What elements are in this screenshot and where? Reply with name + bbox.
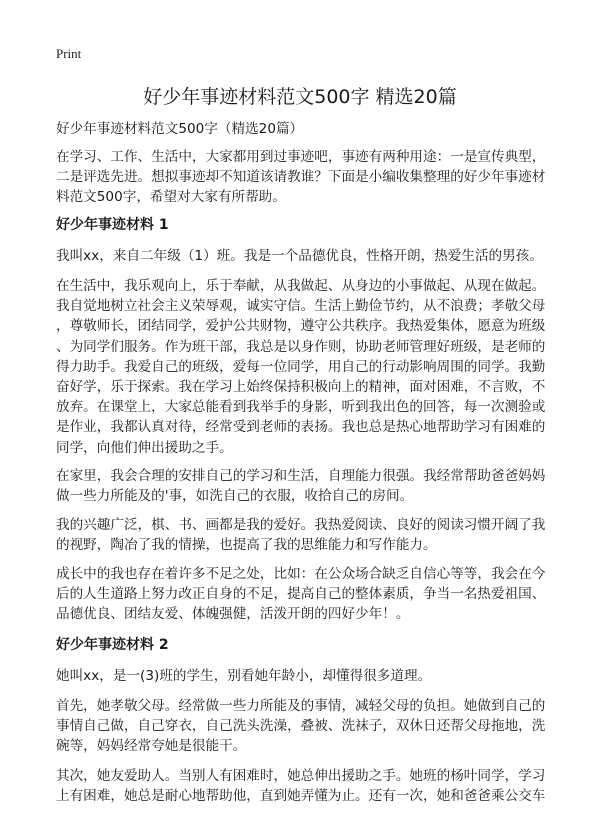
paragraph bbox=[56, 515, 556, 555]
text-line: 在生活中，我乐观向上，乐于奉献，从我做起、从身边的小事做起、从现在做起。 bbox=[56, 278, 546, 294]
text-line: 放弃。在课堂上，大家总能看到我举手的身影，听到我出色的回答，每一次测验或 bbox=[56, 399, 546, 416]
text-line: 首先，她孝敬父母。经常做一些力所能及的事情，减轻父母的负担。她做到自己的 bbox=[56, 698, 546, 714]
text-line: 上有困难，她总是耐心地帮助他，直到她弄懂为止。还有一次，她和爸爸乘公交车 bbox=[56, 788, 546, 805]
text-line: 二是评选先进。想拟事迹却不知道该请教谁？下面是小编收集整理的好少年事迹材 bbox=[56, 169, 546, 186]
intro-paragraph bbox=[56, 147, 556, 208]
text-line: 的视野，陶冶了我的情操，也提高了我的思维能力和写作能力。 bbox=[56, 537, 437, 554]
paragraph bbox=[56, 766, 556, 806]
text-line: 我自觉地树立社会主义荣辱观，诚实守信。生活上勤俭节约，从不浪费；孝敬父母 bbox=[56, 298, 546, 315]
paragraph bbox=[56, 696, 556, 757]
text-line: 是作业，我都认真对待，经常受到老师的表扬。我也总是热心地帮助学习有困难的 bbox=[56, 419, 546, 436]
text-line: 其次，她友爱助人。当别人有困难时，她总伸出援助之手。她班的杨叶同学，学习 bbox=[56, 768, 546, 784]
text-line: 同学，向他们伸出援助之手。 bbox=[56, 439, 233, 456]
paragraph bbox=[56, 246, 556, 266]
subtitle: 好少年事迹材料范文500字（精选20篇） bbox=[56, 121, 304, 137]
text-line: 得力助手。我爱自己的班级，爱每一位同学，用自己的行动影响周围的同学。我勤 bbox=[56, 358, 546, 375]
text-line: 品德优良、团结友爱、体魄强健，活泼开朗的四好少年！。 bbox=[56, 606, 410, 623]
text-line: 奋好学，乐于探索。我在学习上始终保持积极向上的精神，面对困难，不言败，不 bbox=[56, 379, 546, 396]
paragraph bbox=[56, 564, 556, 625]
text-line: ，尊敬师长，团结同学，爱护公共财物，遵守公共秩序。我热爱集体，愿意为班级 bbox=[56, 318, 546, 335]
text-line: 做一些力所能及的'事，如洗自己的衣服，收拾自己的房间。 bbox=[56, 488, 414, 505]
paragraph bbox=[56, 276, 556, 458]
paragraph bbox=[56, 466, 556, 506]
text-line: 她叫xx，是一(3)班的学生，别看她年龄小，却懂得很多道理。 bbox=[56, 668, 432, 684]
print-link[interactable]: Print bbox=[56, 46, 82, 61]
text-line: 我叫xx，来自二年级（1）班。我是一个品德优良，性格开朗，热爱生活的男孩。 bbox=[56, 248, 543, 264]
section-heading-2: 好少年事迹材料 2 bbox=[56, 637, 169, 653]
text-line: 在学习、工作、生活中，大家都用到过事迹吧，事迹有两种用途：一是宣传典型， bbox=[56, 149, 546, 165]
section-heading-1: 好少年事迹材料 1 bbox=[56, 217, 169, 233]
text-line: 碗等，妈妈经常夸她是很能干。 bbox=[56, 738, 247, 755]
page-title: 好少年事迹材料范文500字 精选20篇 bbox=[143, 86, 457, 108]
text-line: 成长中的我也存在着许多不足之处，比如：在公众场合缺乏自信心等等，我会在今 bbox=[56, 566, 546, 582]
text-line: 事情自己做，自己穿衣，自己洗头洗澡，叠被、洗袜子，双休日还帮父母拖地，洗 bbox=[56, 718, 546, 735]
text-line: 料范文500字，希望对大家有所帮助。 bbox=[56, 189, 286, 206]
text-line: 我的兴趣广泛，棋、书、画都是我的爱好。我热爱阅读、良好的阅读习惯开阔了我 bbox=[56, 517, 546, 533]
text-line: 在家里，我会合理的安排自己的学习和生活，自理能力很强。我经常帮助爸爸妈妈 bbox=[56, 468, 546, 484]
paragraph bbox=[56, 666, 556, 686]
text-line: 、为同学们服务。作为班干部，我总是以身作则，协助老师管理好班级，是老师的 bbox=[56, 338, 546, 355]
text-line: 后的人生道路上努力改正自身的不足，提高自己的整体素质，争当一名热爱祖国、 bbox=[56, 586, 546, 603]
